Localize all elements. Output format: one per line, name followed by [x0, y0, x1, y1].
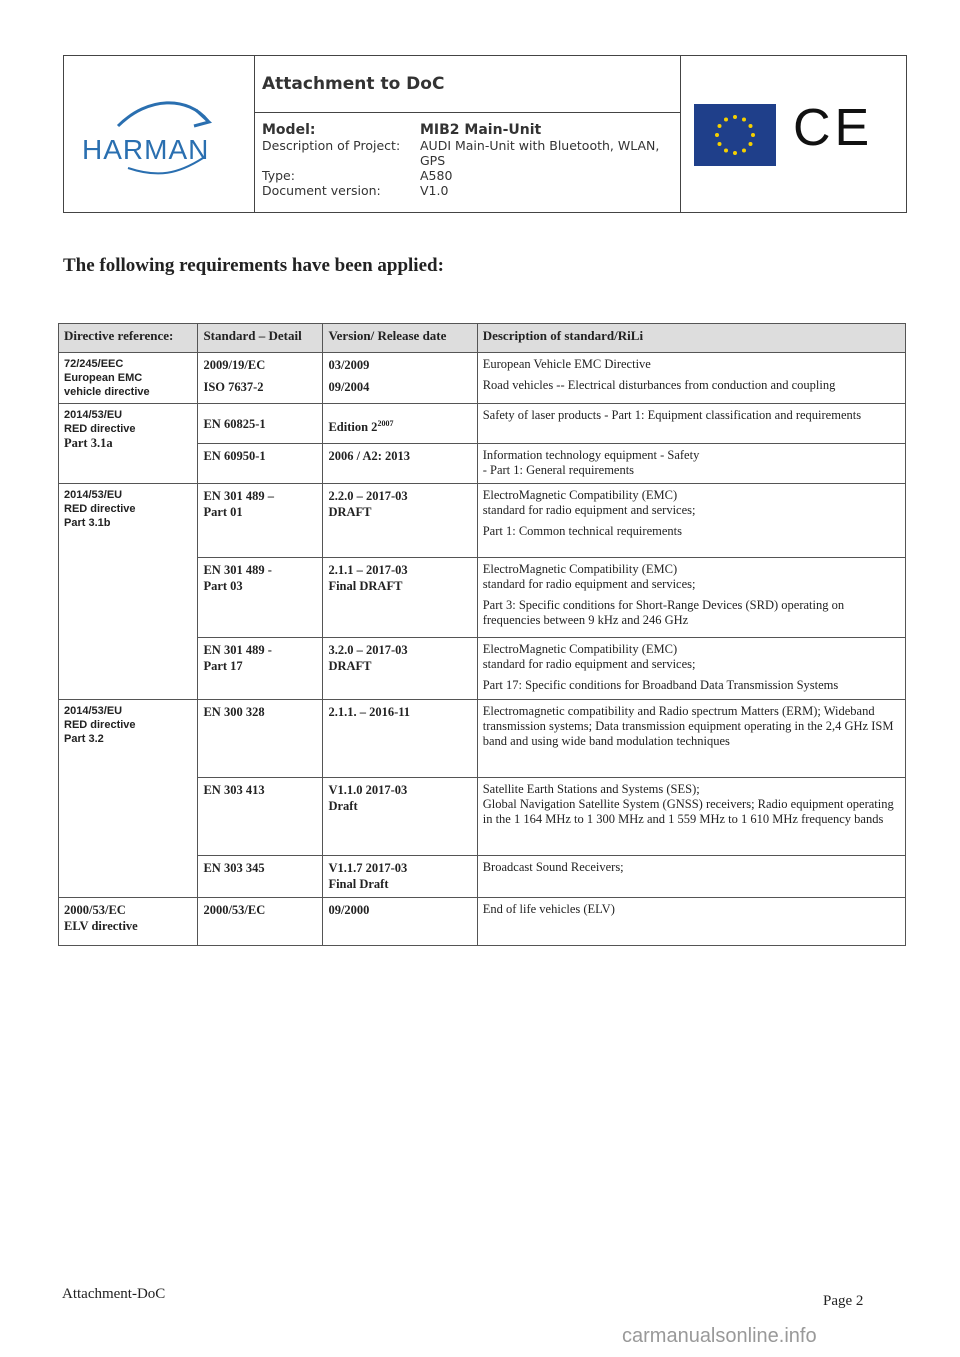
- col-standard: Standard – Detail: [198, 324, 323, 353]
- version-cell: 2.1.1. – 2016-11: [323, 700, 477, 778]
- version-cell: V1.1.0 2017-03 Draft: [323, 778, 477, 856]
- version-cell: 2006 / A2: 2013: [323, 444, 477, 484]
- description-cell: Electromagnetic compatibility and Radio spectrum Matters (ERM); Wideband transmission systems; Data transmission equipment operating in the 2,4 GHz ISM band and using wide band modulation techniques: [477, 700, 905, 778]
- eu-flag-icon: [694, 104, 776, 166]
- description-cell: ElectroMagnetic Compatibility (EMC) standard for radio equipment and services; Part 3: Specific conditions for Short-Range Devices (SRD) operating on frequencies between 9 kHz and 246 GHz: [477, 558, 905, 638]
- version-cell: 2.1.1 – 2017-03 Final DRAFT: [323, 558, 477, 638]
- table-header-row: [59, 324, 906, 353]
- version-value: V1.0: [420, 183, 449, 198]
- standard-cell: EN 301 489 - Part 03: [198, 558, 323, 638]
- version-cell: 03/2009 09/2004: [323, 353, 477, 404]
- version-cell: V1.1.7 2017-03 Final Draft: [323, 856, 477, 898]
- version-row: [262, 183, 665, 198]
- standard-cell: 2009/19/EC ISO 7637-2: [198, 353, 323, 404]
- version-cell: 3.2.0 – 2017-03 DRAFT: [323, 638, 477, 700]
- certification-cell: [680, 56, 906, 212]
- standard-cell: EN 303 413: [198, 778, 323, 856]
- standard-cell: EN 303 345: [198, 856, 323, 898]
- standard-cell: EN 60950-1: [198, 444, 323, 484]
- type-row: [262, 168, 665, 183]
- project-value: AUDI Main-Unit with Bluetooth, WLAN, GPS: [420, 138, 660, 168]
- description-cell: Information technology equipment - Safety - Part 1: General requirements: [477, 444, 905, 484]
- requirements-table: [58, 323, 906, 946]
- version-label: Document version:: [262, 183, 381, 198]
- description-cell: European Vehicle EMC Directive Road vehicles -- Electrical disturbances from conduction and coupling: [477, 353, 905, 404]
- col-version: Version/ Release date: [323, 324, 477, 353]
- description-cell: End of life vehicles (ELV): [477, 898, 905, 946]
- version-cell: 09/2000: [323, 898, 477, 946]
- col-description: Description of standard/RiLi: [477, 324, 905, 353]
- page-number: Page 2: [823, 1293, 864, 1309]
- col-directive: Directive reference:: [59, 324, 198, 353]
- standard-cell: 2000/53/EC: [198, 898, 323, 946]
- table-row: [59, 898, 906, 946]
- version-cell: 2.2.0 – 2017-03 DRAFT: [323, 484, 477, 558]
- table-row: [59, 484, 906, 558]
- description-cell: Broadcast Sound Receivers;: [477, 856, 905, 898]
- standard-cell: EN 301 489 – Part 01: [198, 484, 323, 558]
- watermark: carmanualsonline.info: [622, 1325, 817, 1347]
- description-cell: ElectroMagnetic Compatibility (EMC) standard for radio equipment and services; Part 1: Common technical requirements: [477, 484, 905, 558]
- type-label: Type:: [262, 168, 295, 183]
- requirements-heading: The following requirements have been applied:: [63, 255, 444, 276]
- table-row: [59, 700, 906, 778]
- project-row: [262, 138, 665, 168]
- directive-cell: 2000/53/EC ELV directive: [59, 898, 198, 946]
- directive-cell: 72/245/EEC European EMC vehicle directive: [59, 353, 198, 404]
- version-cell: Edition $2^{2007}$: [323, 404, 477, 444]
- table-row: [59, 404, 906, 444]
- harman-logo-text: HARMAN: [82, 134, 210, 165]
- logo-cell: [64, 56, 255, 212]
- model-row: [262, 122, 665, 138]
- description-cell: ElectroMagnetic Compatibility (EMC) standard for radio equipment and services; Part 17: Specific conditions for Broadband Data Transmission Systems: [477, 638, 905, 700]
- standard-cell: EN 300 328: [198, 700, 323, 778]
- standard-cell: EN 60825-1: [198, 404, 323, 444]
- header-info-cell: [254, 56, 681, 212]
- directive-cell: 2014/53/EU RED directive Part 3.2: [59, 700, 198, 898]
- table-row: [59, 353, 906, 404]
- standard-cell: EN 301 489 - Part 17: [198, 638, 323, 700]
- ce-mark-icon: CE: [793, 99, 874, 157]
- model-value: MIB2 Main-Unit: [420, 122, 542, 138]
- directive-cell: 2014/53/EU RED directive Part 3.1b: [59, 484, 198, 700]
- page-title: Attachment to DoC: [262, 74, 445, 94]
- type-value: A580: [420, 168, 453, 183]
- model-info: [262, 122, 665, 198]
- directive-cell: 2014/53/EU RED directive Part 3.1a: [59, 404, 198, 484]
- document-header: [63, 55, 907, 213]
- model-label: Model:: [262, 122, 316, 138]
- project-label: Description of Project:: [262, 138, 401, 153]
- description-cell: Satellite Earth Stations and Systems (SES); Global Navigation Satellite System (GNSS) receivers; Radio equipment operating in the 1 164 MHz to 1 300 MHz and 1 559 MHz to 1 610 MHz frequency bands: [477, 778, 905, 856]
- harman-logo: [78, 96, 248, 186]
- description-cell: Safety of laser products - Part 1: Equipment classification and requirements: [477, 404, 905, 444]
- footer-document-name: Attachment-DoC: [62, 1286, 166, 1302]
